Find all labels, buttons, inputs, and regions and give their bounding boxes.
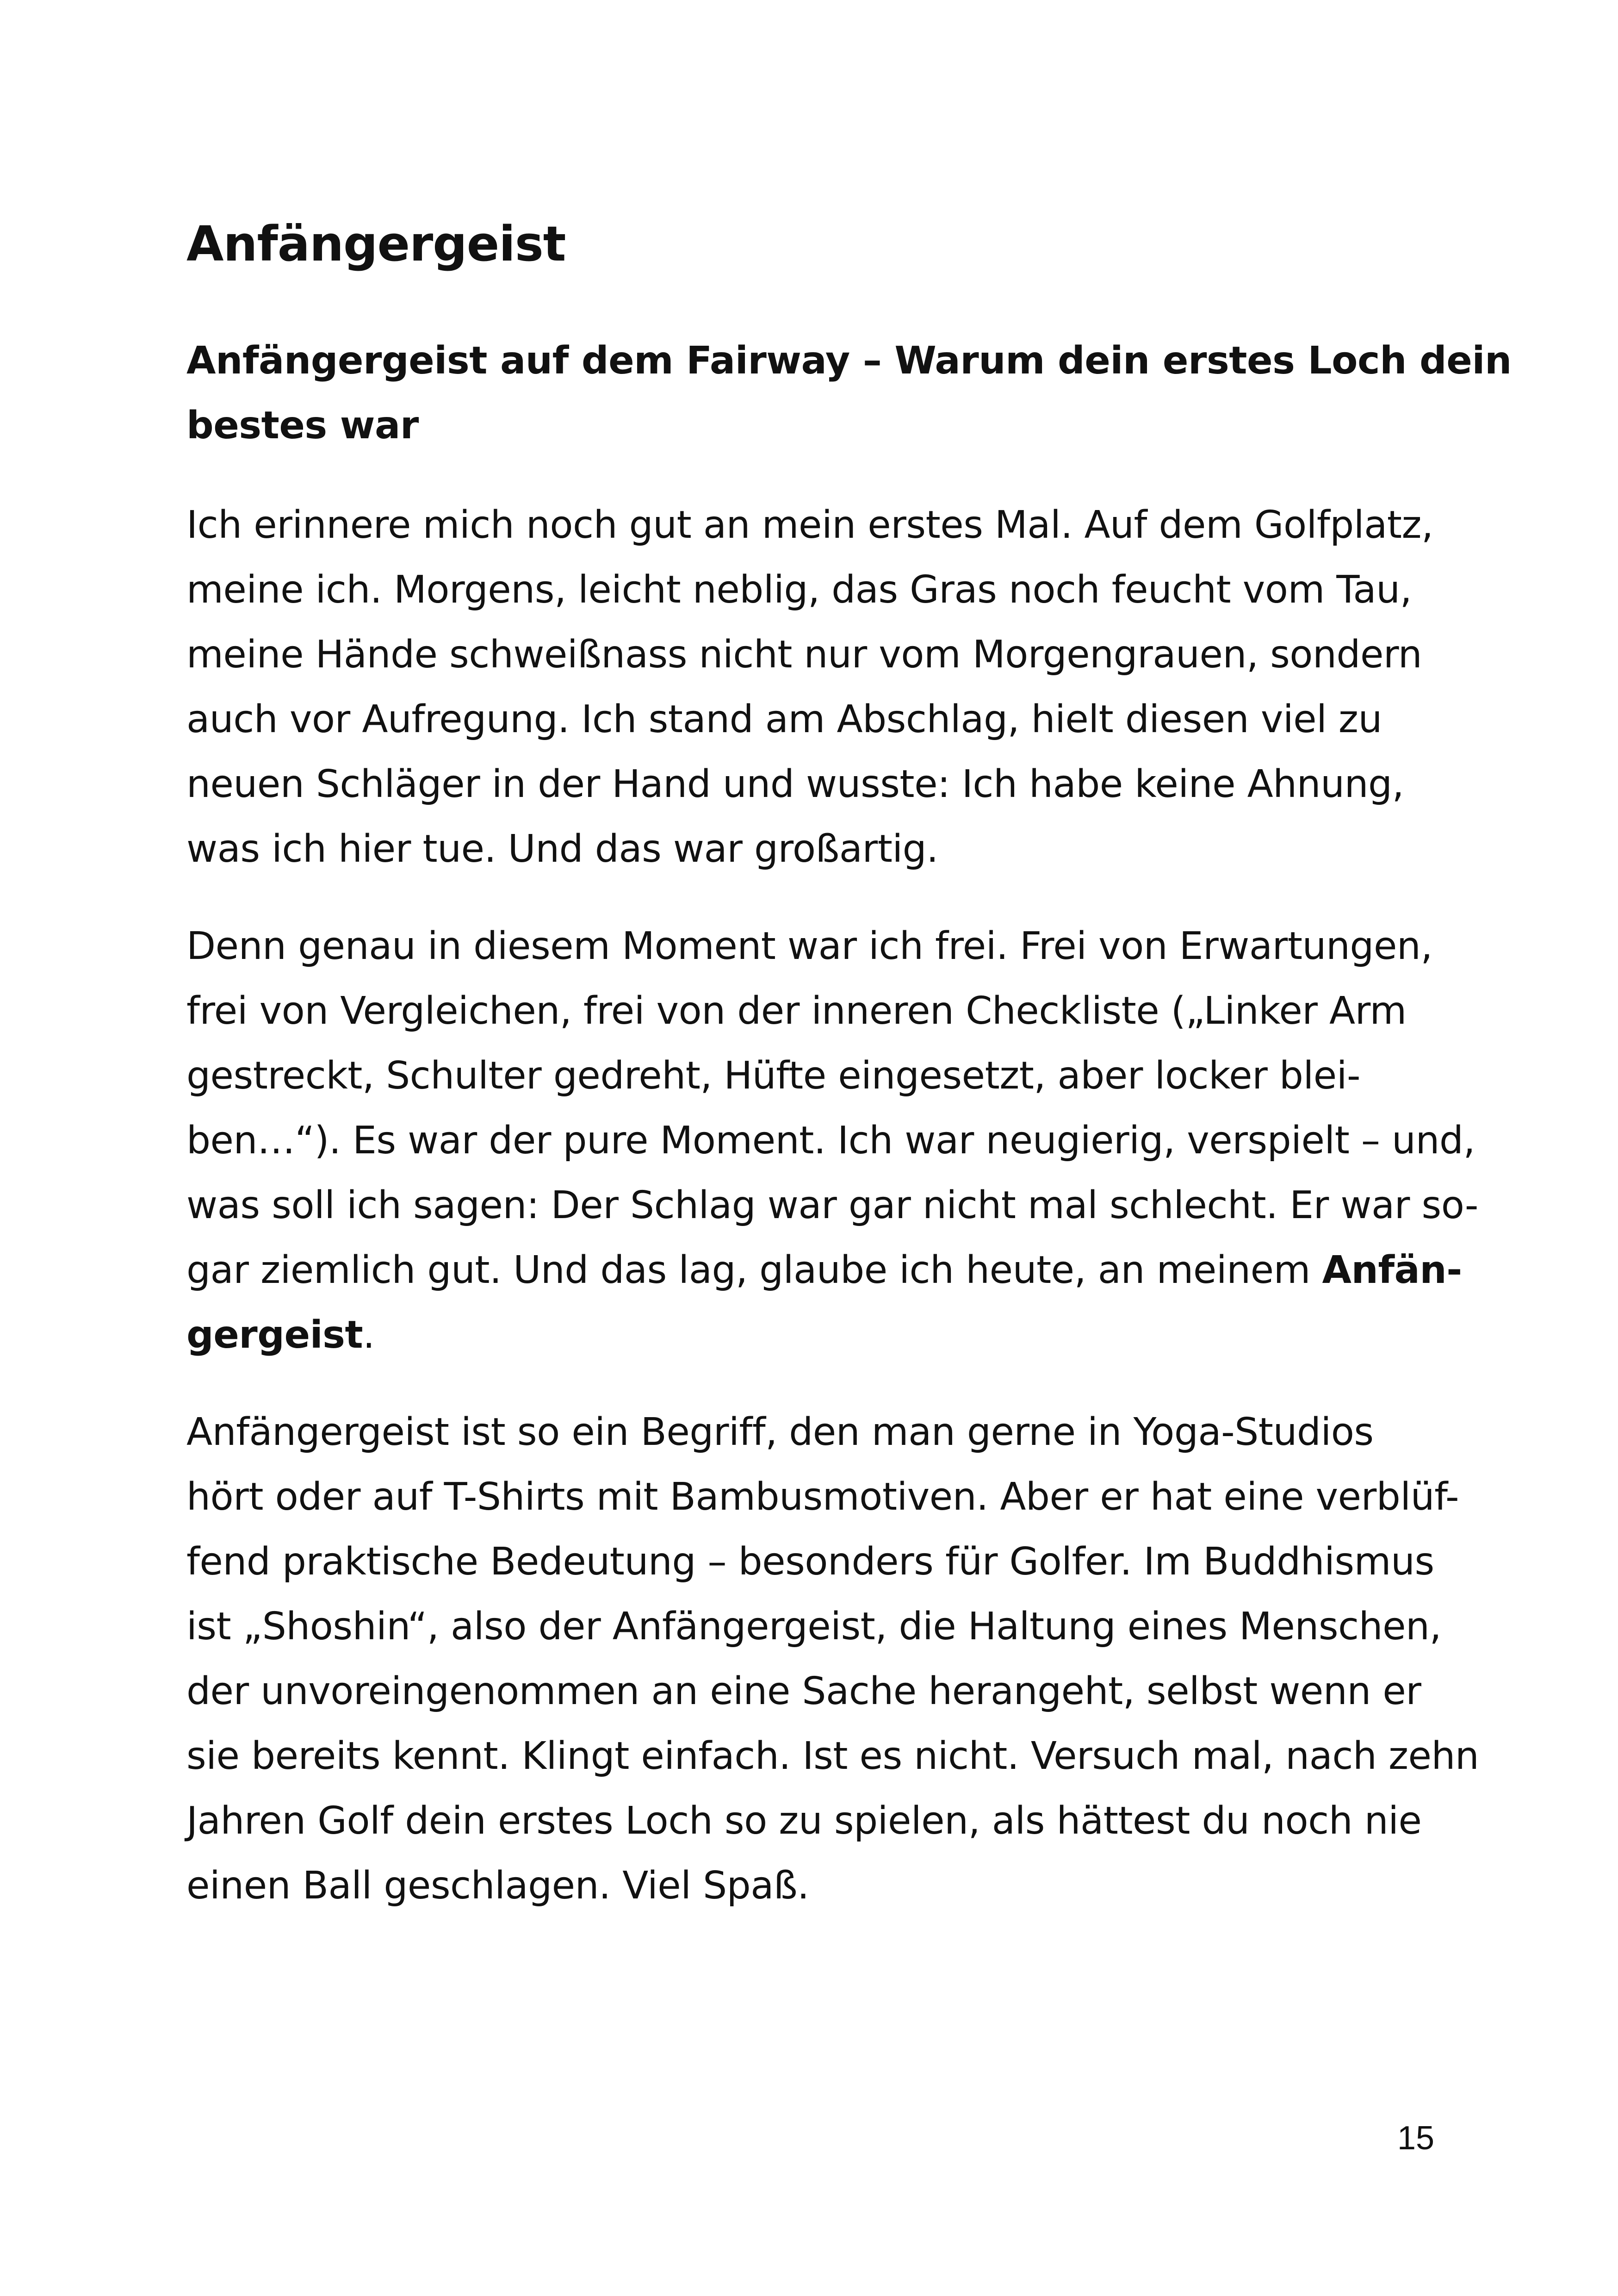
paragraph-1-line: auch vor Aufregung. Ich stand am Abschlag, hielt diesen viel zu — [186, 697, 1382, 741]
paragraph-2-line: Denn genau in diesem Moment war ich frei. Frei von Erwartungen, — [186, 924, 1432, 968]
paragraph-3-line: Jahren Golf dein erstes Loch so zu spielen, als hättest du noch nie — [186, 1799, 1422, 1843]
paragraph-1-line: Ich erinnere mich noch gut an mein erstes Mal. Auf dem Golfplatz, — [186, 503, 1433, 547]
paragraph-3-line: Anfängergeist ist so ein Begriff, den man gerne in Yoga-Studios — [186, 1410, 1374, 1454]
paragraph-3-line: sie bereits kennt. Klingt einfach. Ist es nicht. Versuch mal, nach zehn — [186, 1734, 1479, 1778]
paragraph-3-line: einen Ball geschlagen. Viel Spaß. — [186, 1864, 809, 1908]
paragraph-1-line: meine Hände schweißnass nicht nur vom Morgengrauen, sondern — [186, 633, 1422, 677]
paragraph-1-line: was ich hier tue. Und das war großartig. — [186, 827, 938, 871]
paragraph-3-line: fend praktische Bedeutung – besonders für Golfer. Im Buddhismus — [186, 1540, 1434, 1584]
paragraph-1-line: neuen Schläger in der Hand und wusste: Ich habe keine Ahnung, — [186, 762, 1404, 806]
emphasis-term: Anfän- — [1322, 1248, 1462, 1292]
paragraph-2-line — [186, 1303, 375, 1368]
paragraph-3-line: hört oder auf T-Shirts mit Bambusmotiven. Aber er hat eine verblüf- — [186, 1475, 1459, 1519]
paragraph-2-line: frei von Vergleichen, frei von der inneren Checkliste („Linker Arm — [186, 989, 1407, 1033]
paragraph-1-line: meine ich. Morgens, leicht neblig, das Gras noch feucht vom Tau, — [186, 568, 1412, 612]
paragraph-2-line: was soll ich sagen: Der Schlag war gar nicht mal schlecht. Er war so- — [186, 1183, 1478, 1227]
paragraph-2-line: gestreckt, Schulter gedreht, Hüfte eingesetzt, aber locker blei- — [186, 1054, 1361, 1098]
paragraph-3-line: der unvoreingenommen an eine Sache herangeht, selbst wenn er — [186, 1669, 1421, 1713]
chapter-title: Anfängergeist — [186, 216, 566, 272]
page-number: 15 — [1397, 2120, 1435, 2157]
paragraph-3-line: ist „Shoshin“, also der Anfängergeist, die Haltung eines Menschen, — [186, 1605, 1442, 1649]
section-subtitle-line-1: Anfängergeist auf dem Fairway – Warum dein erstes Loch dein — [186, 339, 1512, 383]
paragraph-2-line-text: . — [363, 1313, 375, 1357]
paragraph-2-line: ben…“). Es war der pure Moment. Ich war neugierig, verspielt – und, — [186, 1119, 1475, 1163]
paragraph-2-line — [186, 1238, 1462, 1303]
paragraph-2-line-text: gar ziemlich gut. Und das lag, glaube ich heute, an meinem — [186, 1248, 1322, 1292]
emphasis-term: gergeist — [186, 1313, 363, 1357]
section-subtitle-line-2: bestes war — [186, 404, 419, 448]
